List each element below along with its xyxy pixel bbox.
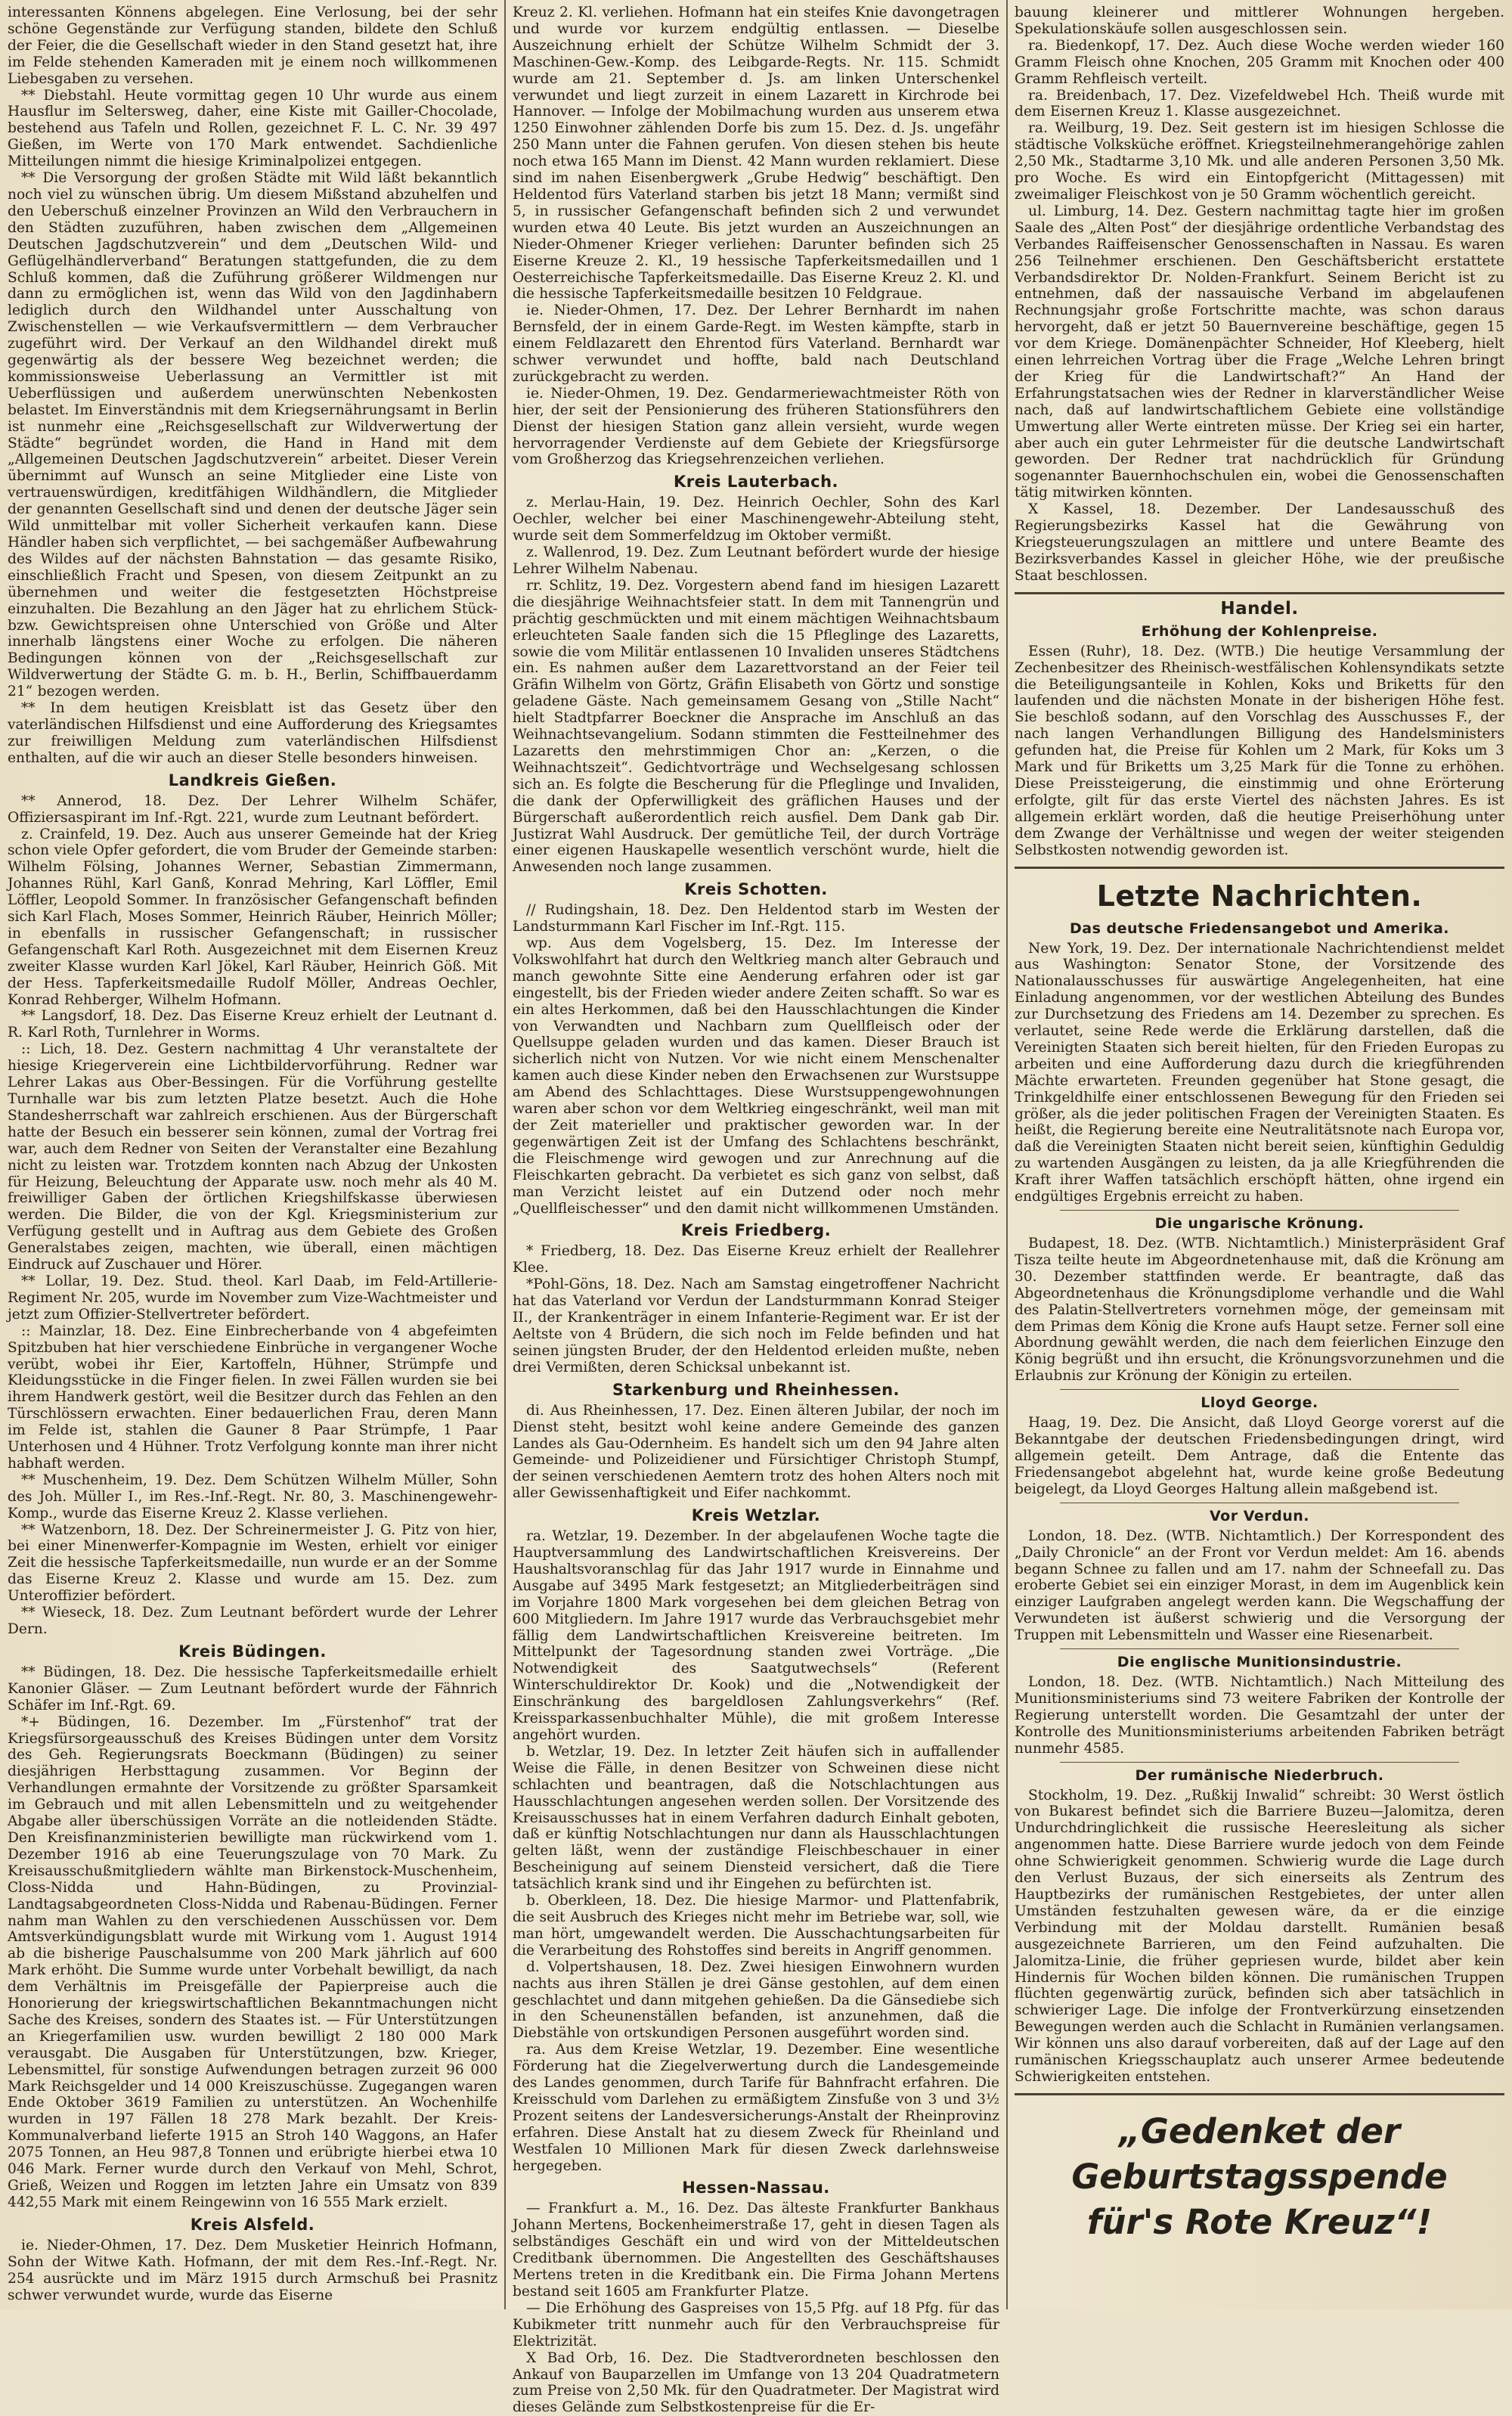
article-essen: Essen (Ruhr), 18. Dez. (WTB.) Die heutige Versammlung der Zechenbesitzer des Rheinisch-westfälischen Kohlensyndikats setzte die Beteiligungsanteile in Kohlen, Koks und Briketts für den laufenden und die nächsten Monate in der bisherigen Höhe fest. Sie beschloß sodann, auf den Vorschlag des Ausschusses F., der nach langen Verhandlungen Billigung des Handelsministers gefunden hat, die Preise für Kohlen um 2 Mark, für Koks um 3 Mark und für Briketts um 3,25 Mark für die Tonne zu erhöhen. Diese Preissteigerung, die einstimmig und ohne Erörterung erfolgte, gilt für das erste Viertel des nächsten Jahres. Es ist allgemein erklärt worden, daß die heutige Preiserhöhung unter dem Zwange der Verhältnisse und wegen der weiter steigenden Selbstkosten notwendig geworden ist. xyxy=(1015,643,1504,858)
column-3 xyxy=(1007,0,1512,2309)
subheading: Der rumänische Niederbruch. xyxy=(1135,1766,1384,1784)
section-rule xyxy=(1015,592,1504,594)
article-lich: :: Lich, 18. Dez. Gestern nachmittag 4 Uhr veranstaltete der hiesige Kriegerverein eine Lichtbildervorführung. Redner war Lehrer Lakas aus Ober-Bessingen. Für die Vorführung gestellte Turnhalle war bis zum letzten Platze besetzt. Auch die Hohe Standesherrschaft war zahlreich erschienen. Aus der Bürgerschaft hatte der Besuch ein besserer sein können, zumal der Vortrag frei war, auch dem Redner von Seiten der Veranstalter eine Bezahlung nicht zu leisten war. Trotzdem konnten nach Abzug der Unkosten für Heizung, Beleuchtung der Apparate usw. noch mehr als 40 M. freiwilliger Gaben der örtlichen Kriegshilfskasse überwiesen werden. Die Bilder, die von der Kgl. Kriegsministerium zur Verfügung gestellt und in Auftrag aus dem Gebiete des Großen Generalstabes zeigen, machten, wie überall, einen mächtigen Eindruck auf Zuschauer und Hörer. xyxy=(8,1041,497,1273)
article-lollar: ** Lollar, 19. Dez. Stud. theol. Karl Daab, im Feld-Artillerie-Regiment Nr. 205, wurde im November zum Vize-Wachtmeister und jetzt zum Offizier-Stellvertreter befördert. xyxy=(8,1273,497,1323)
appeal-line-2: für's Rote Kreuz“! xyxy=(1086,2201,1433,2242)
article-merlau: z. Merlau-Hain, 19. Dez. Heinrich Oechler, Sohn des Karl Oechler, welcher bei einer Maschinengewehr-Abteilung steht, wurde seit dem Sommerfeldzug im Oktober vermißt. xyxy=(513,495,999,544)
article-wieseck: ** Wieseck, 18. Dez. Zum Leutnant befördert wurde der Lehrer Dern. xyxy=(8,1605,497,1637)
article-buedingen-1: ** Büdingen, 18. Dez. Die hessische Tapferkeitsmedaille erhielt Kanonier Gläser. — Zum Leutnant befördert wurde der Fähnrich Schäfer im Inf.-Rgt. 69. xyxy=(8,1664,497,1714)
subheading: Erhöhung der Kohlenpreise. xyxy=(1141,622,1378,640)
subheading: Die ungarische Krönung. xyxy=(1154,1215,1365,1232)
article-kreisblatt: ** In dem heutigen Kreisblatt ist das Gesetz über den vaterländischen Hilfsdienst und eine Aufforderung des Kriegsamtes zur freiwilligen Meldung zum vaterländischen Hilfsdienst enthalten, auf die wir auch an dieser Stelle besonders hinweisen. xyxy=(8,700,497,766)
section-heading: Kreis Lauterbach. xyxy=(673,473,839,492)
article-mainzlar: :: Mainzlar, 18. Dez. Eine Einbrecherbande von 4 abgefeimten Spitzbuben hat hier verschiedene Einbrüche in vergangener Woche verübt, wobei ihr Eier, Kartoffeln, Hühner, Strümpfe und Kleidungsstücke in die Finger fielen. In zwei Fällen wurden sie bei ihrem Handwerk gestört, weil die Besitzer durch das Fehlen an den Türschlössern erwachten. Einer bedauerlichen Frau, deren Mann im Felde ist, stahlen die Gauner 8 Paar Strümpfe, 1 Paar Unterhosen und 4 Hühner. Trotz Verfolgung konnte man ihrer nicht habhaft werden. xyxy=(8,1323,497,1472)
article-stockholm: Stockholm, 19. Dez. „Rußkij Inwalid“ schreibt: 30 Werst östlich von Bukarest befindet sich die Barriere Buzeu—Jalomitza, deren Undurchdringlichkeit die russische Heeresleitung als sicher angenommen hatte. Diese Barriere wurde jedoch von dem Feinde ohne Schwierigkeit genommen. Schwierig wurde die Lage durch den Verlust Buzaus, der sich einerseits als Zentrum des Hauptbezirks der rumänischen Restgebietes, der unter allen Umständen festzuhalten gewesen wäre, da er die einzige Verbindung mit der Moldau darstellt. Rumänien besaß ausgezeichnete Barrieren, um den Feind aufzuhalten. Die Jalomitza-Linie, die früher gepriesen wurde, bildet aber kein Hindernis für Wochen bilden können. Die rumänischen Truppen flüchten gegenwärtig zurück, befinden sich aber tatsächlich in schwieriger Lage. Die infolge der Frontverkürzung einsetzenden Bewegungen werden auch die Schlacht in Rumänien verlangsamen. Wir können uns also darauf vorbereiten, daß auf der Lage auf den rumänischen Kriegsschauplatz auch unserer Armee bedeutende Schwierigkeiten entstehen. xyxy=(1015,1787,1504,2085)
article-langsdorf: ** Langsdorf, 18. Dez. Das Eiserne Kreuz erhielt der Leutnant d. R. Karl Roth, Turnlehrer in Worms. xyxy=(8,1008,497,1041)
article-kreis-wetzlar: ra. Aus dem Kreise Wetzlar, 19. Dezember. Eine wesentliche Förderung hat die Ziegelverwertung durch die Landesgemeinde des Landes genommen, durch Tarife für Bahnfracht erfahren. Die Kreisschuld vom Darlehen zu ermäßigtem Zinsfuße von 3 und 3½ Prozent seitens der Landesversicherungs-Anstalt der Rheinprovinz erfahren. Diese Anstalt hat zu diesem Zweck für Rheinland und Westfalen 10 Millionen Mark für diesen Zweck darlehnsweise hergegeben. xyxy=(513,2042,999,2174)
article-london-2: London, 18. Dez. (WTB. Nichtamtlich.) Nach Mitteilung des Munitionsministeriums sind 73 weitere Fabriken der Kontrolle der Regierung unterstellt worden. Die Gesamtzahl der unter der Kontrolle des Munitionsministeriums arbeitenden Fabriken beträgt nunmehr 4585. xyxy=(1015,1674,1504,1757)
section-heading-letzte-nachrichten: Letzte Nachrichten. xyxy=(1096,879,1423,913)
subheading: Vor Verdun. xyxy=(1210,1507,1309,1524)
appeal-line-1: „Gedenket der Geburtstagsspende xyxy=(1071,2111,1448,2197)
section-heading: Starkenburg und Rheinhessen. xyxy=(612,1380,900,1399)
subheading: Das deutsche Friedensangebot und Amerika. xyxy=(1070,920,1449,937)
column-1 xyxy=(0,0,505,2309)
article-rudingshain: // Rudingshain, 18. Dez. Den Heldentod starb im Westen der Landsturmmann Karl Fischer im Inf.-Rgt. 115. xyxy=(513,902,999,935)
subheading: Die englische Munitionsindustrie. xyxy=(1117,1654,1402,1671)
article-wetzlar-1: ra. Wetzlar, 19. Dezember. In der abgelaufenen Woche tagte die Hauptversammlung des Landwirtschaftlichen Kreisvereins. Der Haushaltsvoranschlag für das Jahr 1917 wurde in Einnahme und Ausgabe auf 3495 Mark festgesetzt; an Mitgliederbeiträgen sind im Vorjahre 1800 Mark vorgesehen bei dem gleichen Betrag von 600 Mitgliedern. Im Jahre 1917 wurde das Verbrauchsgebiet mehr fällig dem Landwirtschaftlichen Kreisvereine beitreten. Im Mittelpunkt der Tagesordnung standen zwei Vorträge. „Die Notwendigkeit des Saatgutwechsels“ (Referent Winterschuldirektor Dr. Kook) und die „Notwendigkeit der Einschränkung des bargeldlosen Zahlungsverkehrs“ (Ref. Kreissparkassenbuchhalter Mühle), die mit großem Interesse angehört wurden. xyxy=(513,1528,999,1743)
article-pohl-goens: *Pohl-Göns, 18. Dez. Nach am Samstag eingetroffener Nachricht hat das Vaterland vor Verdun der Landsturmmann Konrad Steiger II., der Krankenträger in einem Infanterie-Regiment war. Er ist der Aeltste von 4 Brüdern, die sich noch im Felde befinden und hat seinen jüngsten Bruder, der den Heldentod erleiden mußte, neben drei Vermißten, deren Schicksal unbekannt ist. xyxy=(513,1276,999,1375)
article-wild: ** Die Versorgung der großen Städte mit Wild läßt bekanntlich noch viel zu wünschen übrig. Um diesem Mißstand abzuhelfen und den Ueberschuß einzelner Provinzen an Wild den Verbrauchern in den Städten zuzuführen, haben zwischen dem „Allgemeinen Deutschen Jagdschutzverein“ und dem „Deutschen Wild- und Geflügelhändlerverband“ Beratungen stattgefunden, die zu dem Schluß kommen, daß die Zuführung größerer Wildmengen nur dann zu ermöglichen ist, wenn das Wild von den Jagdinhabern lediglich durch den Wildhandel unter Ausschaltung von Zwischenstellen — wie Verkaufsvermittlern — dem Verbraucher zugeführt wird. Der Verkauf an den Wildhandel direkt muß gegenwärtig als der bessere Weg bezeichnet werden; die kommissionsweise Ueberlassung an Vermittler ist mit Ueberflüssigen und außerdem unerwünschten Nebenkosten belastet. Im Einverständnis mit dem Kriegsernährungsamt in Berlin ist nunmehr eine „Reichsgesellschaft zur Wildverwertung der Städte“ begründet worden, die Hand in Hand mit dem „Allgemeinen Deutschen Jagdschutzverein“ arbeitet. Dieser Verein übernimmt auf Wunsch an seine Mitglieder eine Liste von vertrauenswürdigen, kreditfähigen Wildhändlern, die Mitglieder der genannten Gesellschaft sind und denen der deutsche Jäger sein Wild unmittelbar mit voller Sicherheit verkaufen kann. Diese Händler haben sich verpflichtet, — bei sachgemäßer Aufbewahrung des Wildes auf der nächsten Bahnstation — das gesamte Risiko, einschließlich Fracht und Spesen, von diesem Zeitpunkt an zu übernehmen und weiter die festgesetzten Höchstpreise einzuhalten. Die Bezahlung an den Jäger hat zu ehrlichem Stück- bzw. Gewichtspreisen ohne Unterschied von Größe und Alter innerhalb längstens einer Woche zu erfolgen. Die näheren Bedingungen können von der „Reichsgesellschaft zur Wildverwertung der Städte G. m. b. H., Berlin, Schiffbauerdamm 21“ bezogen werden. xyxy=(8,170,497,700)
article-haag: Haag, 19. Dez. Die Ansicht, daß Lloyd George vorerst auf die Bekanntgabe der deutschen Friedensbedingungen dringt, wird allgemein geteilt. Dem Antrage, daß die Entente das Friedensangebot abgelehnt hat, wurde keine große Bedeutung beigelegt, da Lloyd Georges Haltung allein maßgebend ist. xyxy=(1015,1415,1504,1497)
article-wallenrod: z. Wallenrod, 19. Dez. Zum Leutnant befördert wurde der hiesige Lehrer Wilhelm Nabenau. xyxy=(513,544,999,577)
divider xyxy=(1060,1762,1459,1763)
article-vogelsberg: wp. Aus dem Vogelsberg, 15. Dez. Im Interesse der Volkswohlfahrt hat durch den Weltkrieg manch alter Gebrauch und manch gewohnte Sitte eine Aenderung erfahren oder ist gar eingestellt, bis der Frieden wieder andere Zeiten schafft. So war es ein altes Herkommen, daß bei den Hausschlachtungen die Kinder von Verwandten und Nachbarn zum Quellfleisch oder der Quellsuppe geladen wurden und das kamen. Dieser Brauch ist sicherlich nicht von Nutzen. Vor wie nicht einem Menschenalter kamen auch diese Kinder neben den Erwachsenen zur Wurstsuppe am Abend des Schlachttages. Diese Wurstsuppengewohnungen waren aber schon vor dem Weltkrieg eingeschränkt, weil man mit der Zeit materieller und praktischer geworden war. In der gegenwärtigen Zeit ist der Umfang des Schlachtens beschränkt, die Fleischmenge wird gewogen und zur Anrechnung auf die Fleischkarten gebracht. Da verbietet es sich ganz von selbst, daß man Verzicht leistet auf ein Dutzend oder noch mehr „Quellfleischesser“ und den damit nicht willkommenen Umständen. xyxy=(513,935,999,1217)
article-biedenkopf: ra. Biedenkopf, 17. Dez. Auch diese Woche werden wieder 160 Gramm Fleisch ohne Knochen, 205 Gramm mit Knochen oder 400 Gramm Rehfleisch verteilt. xyxy=(1015,37,1504,87)
article-text: Kreuz 2. Kl. verliehen. Hofmann hat ein steifes Knie davongetragen und wurde vor kurzem endgültig entlassen. — Dieselbe Auszeichnung erhielt der Schütze Wilhelm Schmidt der 3. Maschinen-Gew.-Komp. des Leibgarde-Regts. Nr. 115. Schmidt wurde am 21. September d. Js. am linken Unterschenkel verwundet und liegt zurzeit in einem Lazarett in Kirchrode bei Hannover. — Infolge der Mobilmachung wurden aus unserem etwa 1250 Einwohner zählenden Dorfe bis zum 15. Dez. d. Js. ungefähr 250 Mann unter die Fahnen gerufen. Von diesen stehen bis heute noch etwa 165 Mann im Dienst. 42 Mann wurden reklamiert. Diese sind im nahen Eisenbergwerk „Grube Hedwig“ beschäftigt. Den Heldentod fürs Vaterland starben bis jetzt 18 Mann; vermißt sind 5, in russischer Gefangenschaft befinden sich 2 und verwundet wurden etwa 40 Leute. Bis jetzt wurden an Auszeichnungen an Nieder-Ohmener Krieger verliehen: Darunter befinden sich 25 Eiserne Kreuze 2. Kl., 19 hessische Tapferkeitsmedaillen und 1 Oesterreichische Tapferkeitsmedaille. Das Eiserne Kreuz 2. Kl. und die hessische Tapferkeitsmedaille besitzen 10 Feldgraue. xyxy=(513,5,999,302)
section-heading: Kreis Schotten. xyxy=(684,880,828,899)
article-bad-orb: X Bad Orb, 16. Dez. Die Stadtverordneten beschlossen den Ankauf von Bauparzellen im Umfange von 13 204 Quadratmetern zum Preise von 2,50 Mk. für den Quadratmeter. Der Magistrat wird dieses Gelände zum Selbstkostenpreise für die Er- xyxy=(513,2349,999,2416)
divider xyxy=(1060,1648,1459,1649)
article-gaspreis: — Die Erhöhung des Gaspreises von 15,5 Pfg. auf 18 Pfg. für das Kubikmeter tritt nunmehr auch für den Verbrauchspreise für Elektrizität. xyxy=(513,2300,999,2349)
divider xyxy=(1060,1210,1459,1211)
section-heading: Kreis Friedberg. xyxy=(680,1221,832,1240)
section-heading: Hessen-Nassau. xyxy=(682,2179,830,2197)
article-crainfeld: z. Crainfeld, 19. Dez. Auch aus unserer Gemeinde hat der Krieg schon viele Opfer gefordert, die vom Bruder der Gemeinde starben: Wilhelm Fölsing, Johannes Werner, Sebastian Zimmermann, Johannes Rühl, Karl Ganß, Konrad Mehring, Karl Löffler, Emil Löffler, Leopold Sommer. In französischer Gefangenschaft befinden sich Karl Flach, Moses Sommer, Heinrich Räuber, Heinrich Möller; in ebenfalls in russischer Gefangenschaft; in russischer Gefangenschaft Karl Roth. Ausgezeichnet mit dem Eisernen Kreuz zweiter Klasse wurden Karl Jökel, Karl Räuber, Heinrich Göß. Mit der Hess. Tapferkeitsmedaille Rudolf Möller, Andreas Oechler, Konrad Rehberger, Wilhelm Hofmann. xyxy=(8,826,497,1008)
article-london-1: London, 18. Dez. (WTB. Nichtamtlich.) Der Korrespondent des „Daily Chronicle“ an der Front vor Verdun meldet: Am 16. abends begann Schnee zu fallen und am 17. nahm der Schneefall zu. Das eroberte Gebiet sei ein einziger Morast, in dem im Augenblick kein einziger Laufgraben angelegt werden kann. Die Wegschaffung der Verwundeten ist äußerst schwierig und die Versorgung der Truppen mit Lebensmitteln und Wasser eine Riesenarbeit. xyxy=(1015,1527,1504,1644)
article-text: interessanten Könnens abgelegen. Eine Verlosung, bei der sehr schöne Gegenstände zur Verfügung standen, bildete den Schluß der Feier, die die Gesellschaft wieder in den Stand gesetzt hat, ihre im Felde stehenden Kameraden mit je einem noch willkommenen Liebesgaben zu versehen. xyxy=(8,5,497,87)
article-friedberg: * Friedberg, 18. Dez. Das Eiserne Kreuz erhielt der Reallehrer Klee. xyxy=(513,1243,999,1276)
article-schlitz: rr. Schlitz, 19. Dez. Vorgestern abend fand im hiesigen Lazarett die diesjährige Weihnachtsfeier statt. In dem mit Tannengrün und prächtig geschmückten und mit einem mächtigen Weihnachtsbaum erleuchteten Saale fanden sich die 15 Pfleglinge des Lazaretts, sowie die vom Militär entlassenen 10 Invaliden unseres Städtchens ein. Es nahmen außer dem Lazarettvorstand an der Feier teil Gräfin Wilhelm von Görtz, Gräfin Elisabeth von Görtz und sonstige geladene Gäste. Nach gemeinsamem Gesang von „Stille Nacht“ hielt Stadtpfarrer Boeckner die Ansprache im Anschluß an das Weihnachtsevangelium. Sodann stimmten die Festteilnehmer des Lazaretts den mehrstimmigen Chor an: „Kerzen, o die Weihnachtszeit“. Gedichtvorträge und Wechselgesang schlossen sich an. Es folgte die Bescherung für die Pfleglinge und Invaliden, die dank der Opferwilligkeit des gräflichen Hauses und der Bürgerschaft außerordentlich reich ausfiel. Dem Dank gab Dir. Justizrat Wahl Ausdruck. Der gemütliche Teil, der durch Vorträge einer eigenen Hauskapelle wesentlich verschönt wurde, hielt die Anwesenden noch lange zusammen. xyxy=(513,577,999,876)
article-limburg: ul. Limburg, 14. Dez. Gestern nachmittag tagte hier im großen Saale des „Alten Post“ der diesjährige ordentliche Verbandstag des Verbandes Raiffeisenscher Genossenschaften in Nassau. Es waren 256 Teilnehmer erschienen. Den Geschäftsbericht erstattete Verbandsdirektor Dr. Nolden-Frankfurt. Seinem Bericht ist zu entnehmen, daß der nassauische Verband im abgelaufenen Rechnungsjahr große Fortschritte machte, was schon daraus hervorgeht, daß er jetzt 50 Bauernvereine beschäftige, gegen 15 vor dem Kriege. Domänenpächter Schneider, Hof Kleeberg, hielt einen lehrreichen Vortrag über die Frage „Welche Lehren bringt der Krieg für die Landwirtschaft?“ An Hand der Erfahrungstatsachen wies der Redner in klarverständlicher Weise nach, daß auf landwirtschaftlichem Gebiete eine vollständige Umwertung aller Werte eintreten müsse. Der Krieg sei ein harter, aber auch ein guter Lehrmeister für die deutsche Landwirtschaft geworden. Der Redner trat nachdrücklich für Gründung sogenannter Bauernhochschulen ein, wobei die Genossenschaften tätig mitwirken könnten. xyxy=(1015,203,1504,501)
article-muschenheim: ** Muschenheim, 19. Dez. Dem Schützen Wilhelm Müller, Sohn des Joh. Müller I., im Res.-Inf.-Regt. Nr. 80, 3. Maschinengewehr-Komp., wurde das Eiserne Kreuz 2. Klasse verliehen. xyxy=(8,1472,497,1521)
column-2 xyxy=(505,0,1007,2416)
article-frankfurt: — Frankfurt a. M., 16. Dez. Das älteste Frankfurter Bankhaus Johann Mertens, Bockenheimerstraße 17, geht in diesen Tagen als selbständiges Geschäft ein und wird von der Mitteldeutschen Creditbank übernommen. Die Angestellten des Geschäftshauses Mertens treten in die Kreditbank ein. Die Firma Johann Mertens bestand seit 1605 am Frankfurter Platze. xyxy=(513,2200,999,2300)
article-nieder-ohmen: ie. Nieder-Ohmen, 17. Dez. Dem Musketier Heinrich Hofmann, Sohn der Witwe Kath. Hofmann, der mit dem Res.-Inf.-Regt. Nr. 254 ausrückte und im März 1915 durch Armschuß bei Prasnitz schwer verwundet wurde, wurde das Eiserne xyxy=(8,2237,497,2303)
article-rheinhessen: di. Aus Rheinhessen, 17. Dez. Einen älteren Jubilar, der noch im Dienst steht, besitzt wohl keine andere Gemeinde des ganzen Landes als Gau-Odernheim. Es handelt sich um den 94 Jahre alten Gemeinde- und Polizeidiener und Fürsichtiger Christoph Stumpf, der seinen verschiedenen Aemtern trotz des hohen Alters noch mit aller Gewissenhaftigkeit und Eifer nachkommt. xyxy=(513,1402,999,1502)
article-diebstahl: ** Diebstahl. Heute vormittag gegen 10 Uhr wurde aus einem Hausflur im Seltersweg, daher, eine Kiste mit Gailler-Chocolade, bestehend aus Tafeln und Rollen, gezeichnet F. L. C. Nr. 39 497 Gießen, im Werte von 170 Mark entwendet. Sachdienliche Mitteilungen nimmt die hiesige Kriminalpolizei entgegen. xyxy=(8,87,497,170)
article-watzenborn: ** Watzenborn, 18. Dez. Der Schreinermeister J. G. Pitz von hier, bei einer Minenwerfer-Kompagnie im Westen, erhielt vor einiger Zeit die hessische Tapferkeitsmedaille, nun wurde er an der Somme das Eiserne Kreuz 2. Klasse und wurde am 15. Dez. zum Unteroffizier befördert. xyxy=(8,1521,497,1605)
article-budapest: Budapest, 18. Dez. (WTB. Nichtamtlich.) Ministerpräsident Graf Tisza teilte heute im Abgeordnetenhause mit, daß die Krönung am 30. Dezember stattfinden werde. Er beantragte, daß das Abgeordnetenhaus die Krönungsdiplome verhandle und die Wahl des Palatin-Stellvertreters vornehmen möge, der gemeinsam mit dem Primas dem König die Krone aufs Haupt setze. Ferner soll eine Abordnung gewählt werden, die nach dem feierlichen Einzuge den König begrüßt und ihn ersucht, die Krönungsvorzunehmen und die Erlaubnis zur Krönung der Königin zu erteilen. xyxy=(1015,1236,1504,1385)
article-nieder-ohmen-3: ie. Nieder-Ohmen, 19. Dez. Gendarmeriewachtmeister Röth von hier, der seit der Pensionierung des früheren Stationsführers den Dienst der hiesigen Station ganz allein versieht, wurde wegen hervorragender Verdienste auf dem Gebiete der Kriegsfürsorge vom Großherzog das Kriegsehrenzeichen verliehen. xyxy=(513,385,999,468)
section-heading: Kreis Alsfeld. xyxy=(190,2215,315,2234)
article-volpertshausen: d. Volpertshausen, 18. Dez. Zwei hiesigen Einwohnern wurden nachts aus ihren Ställen je drei Gänse gestohlen, auf dem einen geschlachtet und dann mitgehen gehießen. Da die Gänsediebe sich in den Scheunenställen befanden, ist anzunehmen, daß die Diebstähle von ortskundigen Personen ausgeführt worden sind. xyxy=(513,1959,999,2042)
article-annerod: ** Annerod, 18. Dez. Der Lehrer Wilhelm Schäfer, Offiziersaspirant im Inf.-Rgt. 221, wurde zum Leutnant befördert. xyxy=(8,792,497,826)
article-nieder-ohmen-2: ie. Nieder-Ohmen, 17. Dez. Der Lehrer Bernhardt im nahen Bernsfeld, der in einem Garde-Regt. im Westen kämpfte, starb in einem Feldlazarett den Ehrentod fürs Vaterland. Bernhardt war schwer verwundet und hoffte, bald nach Deutschland zurückgebracht zu werden. xyxy=(513,302,999,385)
divider xyxy=(1060,1389,1459,1390)
article-new-york: New York, 19. Dez. Der internationale Nachrichtendienst meldet aus Washington: Senator Stone, der Vorsitzende des Nationalausschusses für auswärtige Angelegenheiten, hat eine Einladung angenommen, vor der westlichen Abteilung des Bundes zur Durchsetzung des Friedens am 14. Dezember zu sprechen. Es verlautet, seine Rede werde die Erklärung darstellen, daß die Vereinigten Staaten sich bereit hielten, für den Frieden Europas zu arbeiten und eine Aufforderung dazu durch die kriegführenden Mächte erwarteten. Freunden gegenüber hat Stone gesagt, die Trinkgeldhilfe einer entschlossenen Bewegung für den Frieden sei größer, als die jeder politischen Fragen der Vereinigten Staaten. Es heißt, die Regierung bereite eine Neutralitätsnote nach Europa vor, daß die Vereinigten Staaten nicht bereit seien, künftighin Geduldig zu wartenden Ausgängen zu leisten, da ja alle Kriegführenden die Kraft ihrer Waffen tatsächlich erschöpft hätten, ohne irgend ein endgültiges Ergebnis erreicht zu haben. xyxy=(1015,940,1504,1205)
article-kassel: X Kassel, 18. Dezember. Der Landesausschuß des Regierungsbezirks Kassel hat die Gewährung von Kriegsteuerungszulagen an mittlere und untere Beamte des Bezirksverbandes Kassel in gleicher Höhe, wie der preußische Staat beschlossen. xyxy=(1015,501,1504,584)
article-text: bauung kleinerer und mittlerer Wohnungen hergeben. Spekulationskäufe sollen ausgeschlossen sein. xyxy=(1015,5,1504,37)
section-heading: Landkreis Gießen. xyxy=(168,771,337,789)
section-heading: Kreis Büdingen. xyxy=(178,1642,327,1661)
section-heading-handel: Handel. xyxy=(1220,598,1299,619)
article-breidenbach: ra. Breidenbach, 17. Dez. Vizefeldwebel Hch. Theiß wurde mit dem Eisernen Kreuz 1. Klasse ausgezeichnet. xyxy=(1015,87,1504,120)
red-cross-appeal xyxy=(1015,2109,1504,2245)
section-rule xyxy=(1015,867,1504,869)
section-heading: Kreis Wetzlar. xyxy=(691,1506,821,1525)
article-buedingen-2: *+ Büdingen, 16. Dezember. Im „Fürstenhof“ trat der Kriegsfürsorgeausschuß des Kreises Büdingen unter dem Vorsitz des Geh. Regierungsrats Boeckmann (Büdingen) zu seiner diesjährigen Herbsttagung zusammen. Vor Beginn der Verhandlungen ermahnte der Vorsitzende zu größter Sparsamkeit im Gebrauch und mit allen Lebensmitteln und zu weitgehender Abgabe aller überschüssigen Vorräte an die notleidenden Städte. Den Kreisfinanzministerien bewilligte man rückwirkend vom 1. Dezember 1916 ab eine Teuerungszulage von 70 Mark. Zu Kreisausschußmitgliedern wählte man Birkenstock-Muschenheim, Closs-Nidda und Hahn-Büdingen, zu Provinzial-Landtagsabgeordneten Closs-Nidda und Rabenau-Büdingen. Ferner nahm man Wahlen zu den verschiedenen Ausschüssen vor. Dem Amtsverkündigungsblatt wurde mit Wirkung vom 1. August 1914 ab die bisherige Pauschalsumme von 200 Mark jährlich auf 600 Mark erhöht. Die Summe wurde unter Vorbehalt bewilligt, da nach dem Verhältnis im Preisgefälle der Papierpreise auch die Honorierung der kriegswirtschaftlichen Bekanntmachungen nicht Sache des Kreises, sondern des Staates ist. — Für Unterstützungen an Kriegerfamilien usw. wurden bewilligt 2 180 000 Mark verausgabt. Die Ausgaben für Unterstützungen, bzw. Krieger, Lebensmittel, für sonstige Aufwendungen betragen zurzeit 96 000 Mark Reichsgelder und 14 000 Kreiszuschüsse. Zugegangen waren Ende Oktober 3619 Familien zu unterstützen. An Wochenhilfe wurden in 197 Fällen 18 278 Mark bezahlt. Der Kreis-Kommunalverband lieferte 1915 an Stroh 140 Waggons, an Hafer 2075 Tonnen, an Heu 987,8 Tonnen und erübrigte hierbei etwa 10 046 Mark. Ferner wurde durch den Verkauf von Mehl, Schrot, Grieß, Weizen und Roggen im letzten Jahre ein Umsatz von 839 442,55 Mark mit einem Reingewinn von 16 555 Mark erzielt. xyxy=(8,1714,497,2210)
subheading: Lloyd George. xyxy=(1201,1394,1318,1412)
article-wetzlar-2: b. Wetzlar, 19. Dez. In letzter Zeit häufen sich in auffallender Weise die Fälle, in denen Besitzer von Schweinen diese nicht schlachten und beantragen, daß die Notschlachtungen aus Hausschlachtungen angesehen werden sollen. Der Vorsitzende des Kreisausschusses hat in einem Verfahren dadurch Einhalt geboten, daß er künftig Notschlachtungen nur dann als Hausschlachtungen gelten läßt, wenn der zuständige Fleischbeschauer in einer Bescheinigung auf seinem Diensteid versichert, daß die Tiere tatsächlich krank sind und ihr Eingehen zu befürchten ist. xyxy=(513,1743,999,1893)
article-oberkleen: b. Oberkleen, 18. Dez. Die hiesige Marmor- und Plattenfabrik, die seit Ausbruch des Krieges nicht mehr im Betriebe war, soll, wie man hört, umgewandelt werden. Die Ausschachtungsarbeiten für die Verarbeitung des Rohstoffes sind bereits in Angriff genommen. xyxy=(513,1893,999,1959)
article-weilburg: ra. Weilburg, 19. Dez. Seit gestern ist im hiesigen Schlosse die städtische Volksküche eröffnet. Kriegsteilnehmerangehörige zahlen 2,50 Mk., Stadtarme 3,10 Mk. und alle anderen Personen 3,50 Mk. pro Woche. Es wird ein Eintopfgericht (Mittagessen) mit zweimaliger Fleischkost von je 50 Gramm wöchentlich gereicht. xyxy=(1015,120,1504,203)
section-rule xyxy=(1015,2093,1504,2095)
